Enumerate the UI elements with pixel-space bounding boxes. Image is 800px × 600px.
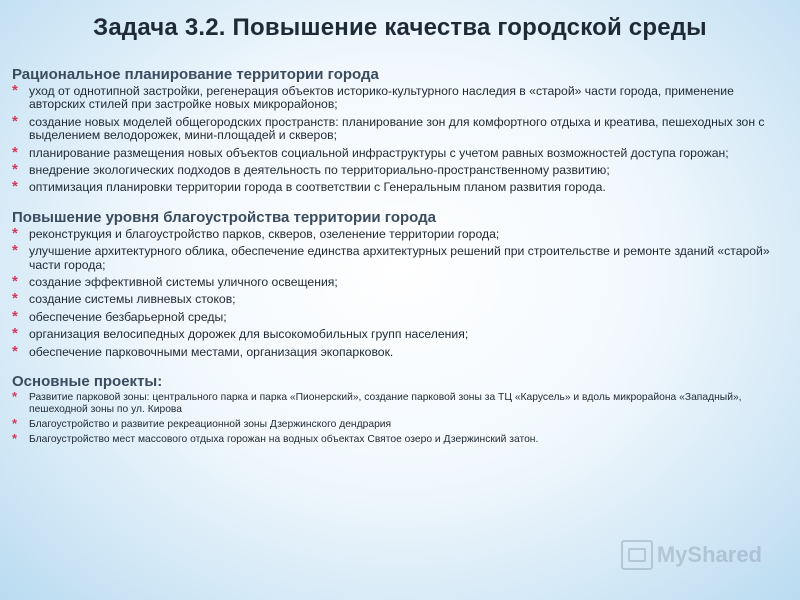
bullet-icon: * [12,161,18,179]
bullet-icon: * [12,431,18,447]
list-item-text: Развитие парковой зоны: центрального парка и парка «Пионерский», создание парковой зоны за ТЦ «Карусель» и вдоль микрорайона «Западный», пешеходной зоны по ул. Кирова [29,392,742,416]
list-item-text: уход от однотипной застройки, регенерация объектов историко-культурного наследия в «старой» части города, применение авторских стилей при застройке новых микрорайонов; [29,84,734,112]
bullet-icon: * [12,224,18,242]
list-item [12,273,787,291]
list-item-text: улучшение архитектурного облика, обеспечение единства архитектурных решений при строительстве и ремонте зданий «старой» части города; [29,244,770,272]
bullet-icon: * [12,325,18,343]
bullet-icon: * [12,273,18,291]
bullet-icon: * [12,143,18,161]
section-planning [12,66,787,195]
list-item-text: создание новых моделей общегородских пространств: планирование зон для комфортного отдыха и креатива, пешеходных зон с выделением велодорожек, мини-площадей и скверов; [29,114,765,143]
list-item [12,178,787,196]
list-item [12,224,787,242]
list-item-text: создание эффективной системы уличного освещения; [29,275,338,290]
bullet-icon: * [12,242,18,260]
list-item-text: Благоустройство и развитие рекреационной зоны Дзержинского дендрария [29,419,392,431]
bullet-icon: * [12,416,18,432]
list-item-text: обеспечение безбарьерной среды; [29,309,227,324]
list-item [12,143,787,161]
list-item [12,325,787,343]
section-projects [12,373,787,446]
slide-title: Задача 3.2. Повышение качества городской среды [93,14,707,41]
list-item-text: организация велосипедных дорожек для высокомобильных групп населения; [29,327,469,342]
watermark [621,540,762,570]
section-heading: Рациональное планирование территории города [12,66,379,83]
bullet-list [12,389,787,447]
list-item [12,242,787,272]
list-item-text: реконструкция и благоустройство парков, скверов, озеленение территории города; [29,226,500,241]
list-item [12,290,787,308]
list-item [12,112,787,143]
bullet-icon: * [12,178,18,196]
section-improvement [12,209,787,359]
list-item-text: планирование размещения новых объектов социальной инфраструктуры с учетом равных возможностей доступа горожан; [29,145,729,160]
myshared-logo-icon [621,540,653,570]
list-item [12,389,787,416]
bullet-icon: * [12,389,18,405]
bullet-icon: * [12,342,18,360]
bullet-icon: * [12,290,18,308]
list-item-text: внедрение экологических подходов в деятельность по территориально-пространственному развитию; [29,163,610,178]
list-item-text: Благоустройство мест массового отдыха горожан на водных объектах Святое озеро и Дзержинский затон. [29,434,539,446]
bullet-icon: * [12,307,18,325]
list-item [12,161,787,179]
slide-content [12,66,787,460]
list-item [12,82,787,112]
bullet-list [12,224,787,360]
list-item-text: оптимизация планировки территории города в соответствии с Генеральным планом развития города. [29,180,606,195]
list-item [12,416,787,432]
list-item-text: обеспечение парковочными местами, организация экопарковок. [29,344,394,359]
bullet-icon: * [12,82,18,99]
list-item-text: создание системы ливневых стоков; [29,292,236,307]
section-heading: Повышение уровня благоустройства территории города [12,208,437,226]
list-item [12,307,787,325]
list-item [12,431,787,447]
bullet-icon: * [12,112,18,130]
watermark-text: MyShared [656,542,762,567]
section-heading: Основные проекты: [12,373,163,391]
bullet-list [12,82,787,196]
list-item [12,342,787,360]
